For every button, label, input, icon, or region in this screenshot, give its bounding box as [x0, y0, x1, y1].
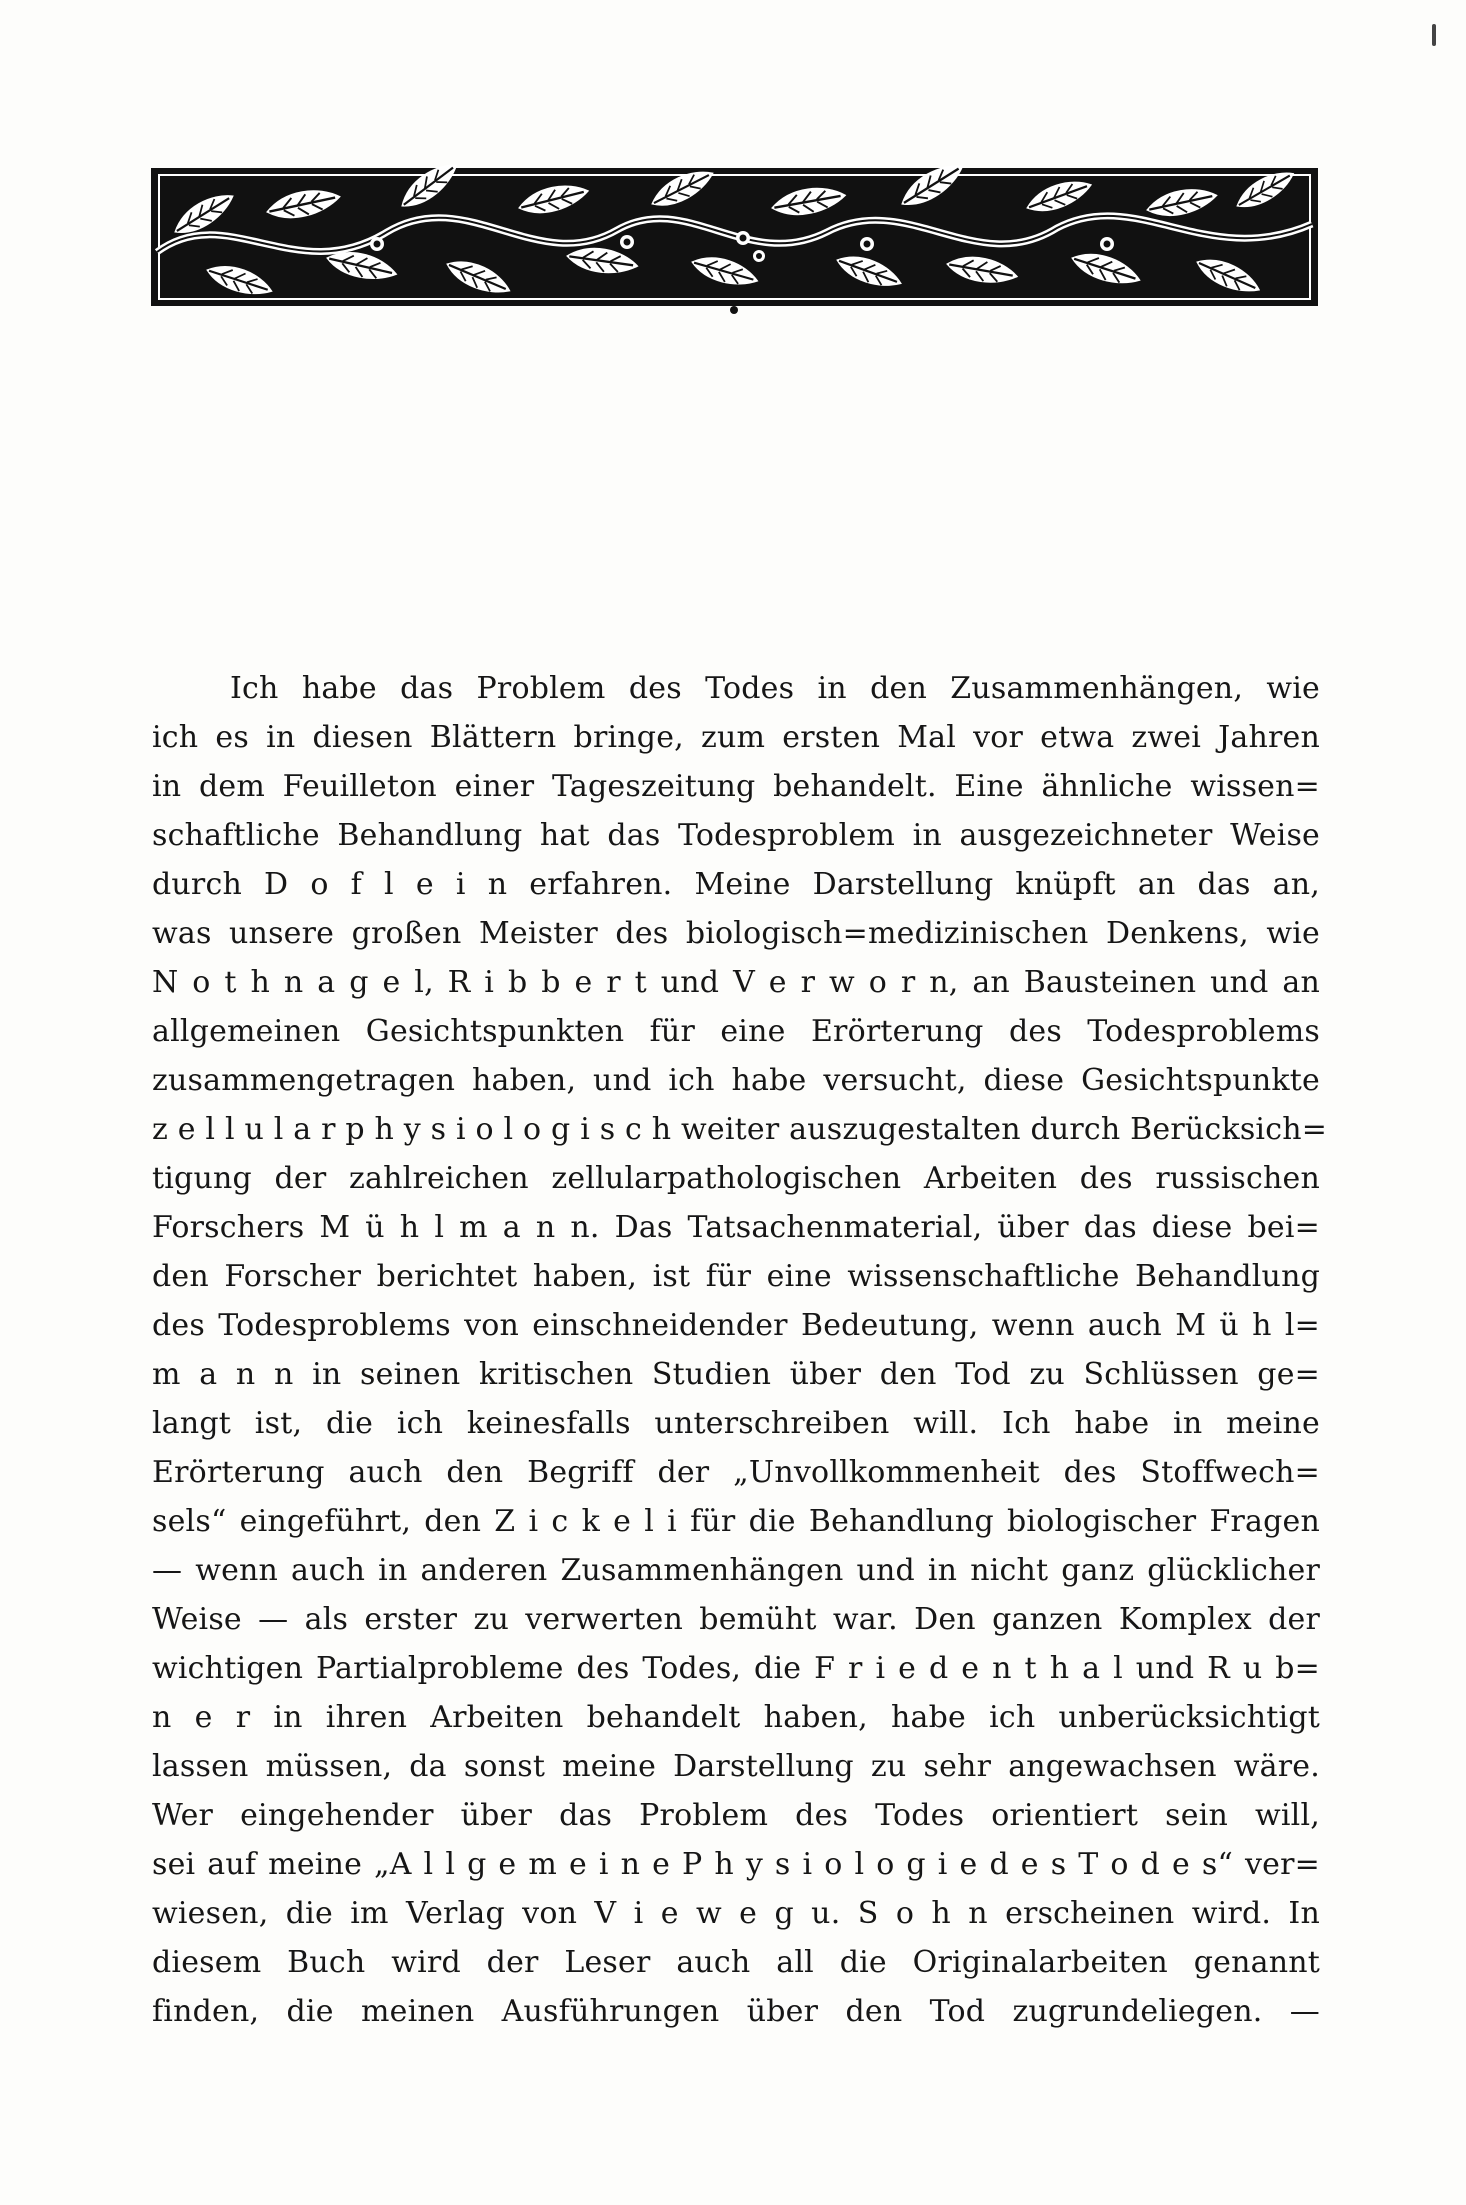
text-line: allgemeinen Gesichtspunkten für eine Erörterung des Todesproblems	[152, 1014, 1320, 1049]
text-line: schaftliche Behandlung hat das Todesproblem in ausgezeichneter Weise	[152, 818, 1320, 853]
text-line: sei auf meine „A l l g e m e i n e P h y s i o l o g i e d e s T o d e s“ ver=	[152, 1847, 1320, 1882]
text-line: finden, die meinen Ausführungen über den Tod zugrundeliegen. —	[152, 1994, 1320, 2029]
text-line: wiesen, die im Verlag von V i e w e g u. S o h n erscheinen wird. In	[152, 1896, 1320, 1931]
text-line: N o t h n a g e l, R i b b e r t und V e r w o r n, an Bausteinen und an	[152, 965, 1320, 1000]
text-line: z e l l u l a r p h y s i o l o g i s c h weiter auszugestalten durch Berücksich=	[152, 1112, 1328, 1147]
text-line: ich es in diesen Blättern bringe, zum ersten Mal vor etwa zwei Jahren	[152, 720, 1320, 755]
text-line: wichtigen Partialprobleme des Todes, die F r i e d e n t h a l und R u b=	[152, 1651, 1320, 1686]
text-line: Wer eingehender über das Problem des Todes orientiert sein will,	[152, 1798, 1320, 1833]
text-line: des Todesproblems von einschneidender Bedeutung, wenn auch M ü h l=	[152, 1308, 1320, 1343]
text-line: n e r in ihren Arbeiten behandelt haben, habe ich unberücksichtigt	[152, 1700, 1320, 1735]
text-line: m a n n in seinen kritischen Studien über den Tod zu Schlüssen ge=	[152, 1357, 1320, 1392]
text-line: Weise — als erster zu verwerten bemüht war. Den ganzen Komplex der	[152, 1602, 1320, 1637]
text-line: zusammengetragen haben, und ich habe versucht, diese Gesichtspunkte	[152, 1063, 1320, 1098]
text-line: Ich habe das Problem des Todes in den Zusammenhängen, wie	[230, 671, 1320, 706]
text-line: was unsere großen Meister des biologisch=medizinischen Denkens, wie	[152, 916, 1320, 951]
preface-paragraph	[152, 664, 1328, 2036]
text-line: in dem Feuilleton einer Tageszeitung behandelt. Eine ähnliche wissen=	[152, 769, 1320, 804]
text-line: Erörterung auch den Begriff der „Unvollkommenheit des Stoffwech=	[152, 1455, 1320, 1490]
text-line: durch D o f l e i n erfahren. Meine Darstellung knüpft an das an,	[152, 867, 1320, 902]
text-line: — wenn auch in anderen Zusammenhängen und in nicht ganz glücklicher	[152, 1553, 1320, 1588]
text-line: Forschers M ü h l m a n n. Das Tatsachenmaterial, über das diese bei=	[152, 1210, 1320, 1245]
text-line: sels“ eingeführt, den Z i c k e l i für die Behandlung biologischer Fragen	[152, 1504, 1320, 1539]
text-line: lassen müssen, da sonst meine Darstellung zu sehr angewachsen wäre.	[152, 1749, 1320, 1784]
text-line: diesem Buch wird der Leser auch all die Originalarbeiten genannt	[152, 1945, 1320, 1980]
text-line: den Forscher berichtet haben, ist für eine wissenschaftliche Behandlung	[152, 1259, 1320, 1294]
floral-ornament-banner	[147, 160, 1322, 314]
text-line: langt ist, die ich keinesfalls unterschreiben will. Ich habe in meine	[152, 1406, 1320, 1441]
margin-mark	[1432, 24, 1436, 46]
text-line: tigung der zahlreichen zellularpathologischen Arbeiten des russischen	[152, 1161, 1320, 1196]
